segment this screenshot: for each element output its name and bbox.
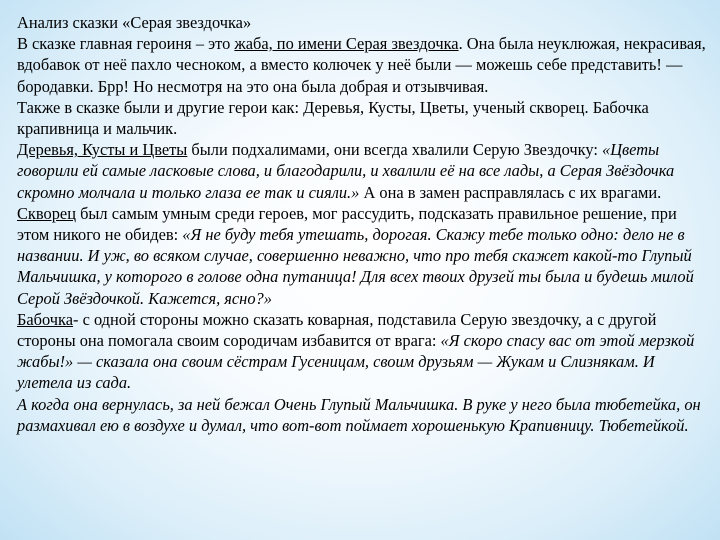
slide-title: Анализ сказки «Серая звездочка» (17, 13, 252, 32)
starling-name: Скворец (17, 203, 76, 223)
heroine-description: . Она была неуклюжая, некрасивая, вдобавок от неё пахло чесноком, а вместо колючек у неё были — можешь себе представить! — бородавки. Брр! Но несмотря на это она была добрая и отзывчивая. (17, 34, 706, 96)
paragraph-butterfly (17, 309, 707, 394)
paragraph-trees (17, 139, 707, 203)
heroine-name: жаба, по имени Серая звездочка (234, 34, 459, 54)
paragraph-starling (17, 203, 707, 309)
starling-quote: «Я не буду тебя утешать, дорогая. Скажу тебе только одно: дело не в названии. И уж, во всяком случае, совершенно неважно, что про тебя скажет какой-то Глупый Мальчишка, у которого в голове одна путаница! Для всех твоих друзей ты была и будешь милой Серой Звёздочкой. Кажется, ясно?» (17, 225, 694, 308)
paragraph-other-heroes: Также в сказке были и другие герои как: Деревья, Кусты, Цветы, ученый скворец. Бабочка крапивница и мальчик. (17, 97, 649, 139)
paragraph-ending-quote: А когда она вернулась, за ней бежал Очень Глупый Мальчишка. В руке у него была тюбетейка, он размахивал ею в воздухе и думал, что вот-вот поймает хорошенькую Крапивницу. Тюбетейкой. (17, 394, 701, 435)
butterfly-quote: «Я скоро спасу вас от этой мерзкой жабы!» — сказала она своим сёстрам Гусеницам, своим друзьям — Жукам и Слизнякам. И улетела из сада. (17, 331, 695, 393)
trees-description: были подхалимами, они всегда хвалили Серую Звездочку: (187, 140, 603, 160)
paragraph-heroine (17, 33, 707, 97)
heroine-prefix: В сказке главная героиня – это (17, 34, 235, 54)
trees-ending: А она в замен расправлялась с их врагами. (359, 182, 662, 202)
starling-description: был самым умным среди героев, мог рассудить, подсказать правильное решение, при этом никого не обидев: (17, 203, 677, 245)
butterfly-description: - с одной стороны можно сказать коварная, подставила Серую звездочку, а с другой стороны она помогала своим сородичам избавится от врага: (17, 309, 657, 351)
trees-name: Деревья, Кусты и Цветы (17, 140, 188, 160)
analysis-text-block (17, 12, 707, 436)
trees-quote: «Цветы говорили ей самые ласковые слова, и благодарили, и хвалили её на все лады, а Серая Звёздочка скромно молчала и только глаза ее так и сияли.» (17, 140, 675, 202)
butterfly-name: Бабочка (17, 309, 74, 329)
